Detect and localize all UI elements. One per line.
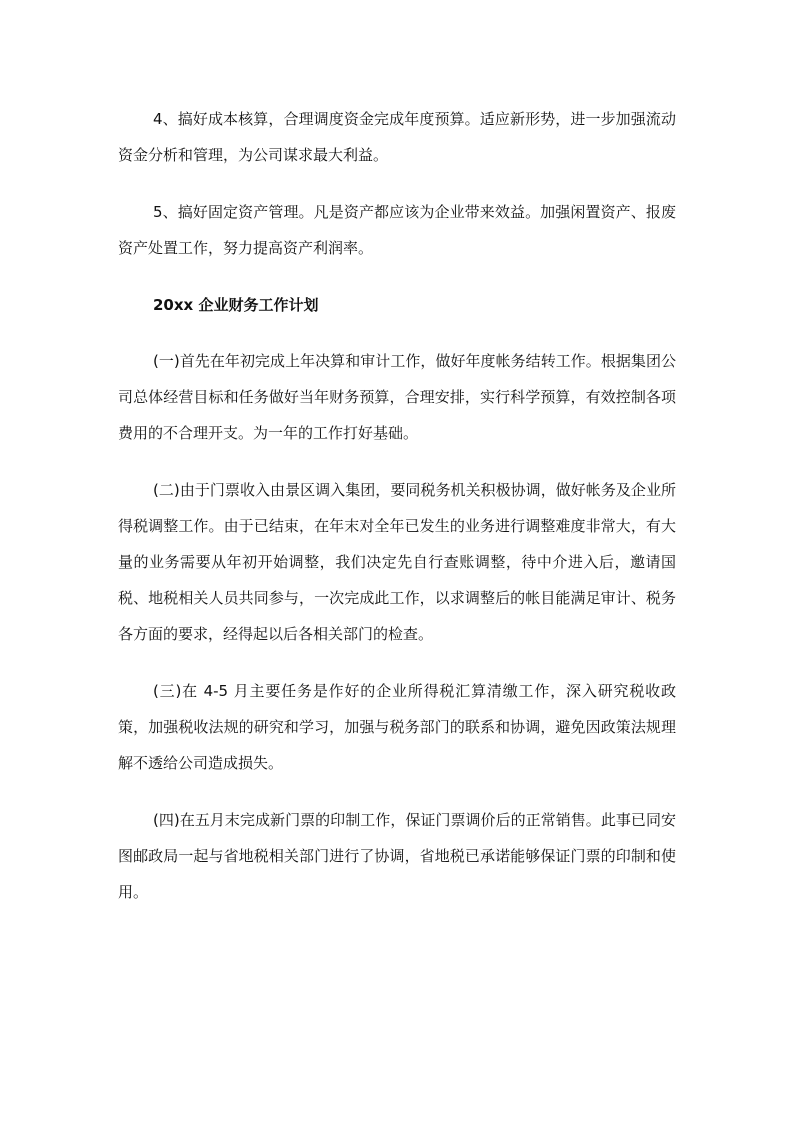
document-body <box>118 101 676 931</box>
paragraph-plan-3: (三)在 4-5 月主要任务是作好的企业所得税汇算清缴工作，深入研究税收政策，加强税收法规的研究和学习，加强与税务部门的联系和协调，避免因政策法规理解不透给公司造成损失。 <box>118 682 676 772</box>
paragraph-item-4: 4、搞好成本核算，合理调度资金完成年度预算。适应新形势，进一步加强流动资金分析和管理，为公司谋求最大利益。 <box>118 110 676 164</box>
paragraph-plan-4: (四)在五月末完成新门票的印制工作，保证门票调价后的正常销售。此事已同安图邮政局一起与省地税相关部门进行了协调，省地税已承诺能够保证门票的印制和使用。 <box>118 811 676 901</box>
paragraph-plan-2: (二)由于门票收入由景区调入集团，要同税务机关积极协调，做好帐务及企业所得税调整工作。由于已结束，在年末对全年已发生的业务进行调整难度非常大，有大量的业务需要从年初开始调整，我们决定先自行查账调整，待中介进入后，邀请国税、地税相关人员共同参与，一次完成此工作，以求调整后的帐目能满足审计、税务各方面的要求，经得起以后各相关部门的检查。 <box>118 481 676 643</box>
section-heading: 20xx 企业财务工作计划 <box>153 296 319 314</box>
paragraph-plan-1: (一)首先在年初完成上年决算和审计工作，做好年度帐务结转工作。根据集团公司总体经营目标和任务做好当年财务预算，合理安排，实行科学预算，有效控制各项费用的不合理开支。为一年的工作打好基础。 <box>118 352 676 442</box>
paragraph-item-5: 5、搞好固定资产管理。凡是资产都应该为企业带来效益。加强闲置资产、报废资产处置工作，努力提高资产利润率。 <box>118 203 676 257</box>
